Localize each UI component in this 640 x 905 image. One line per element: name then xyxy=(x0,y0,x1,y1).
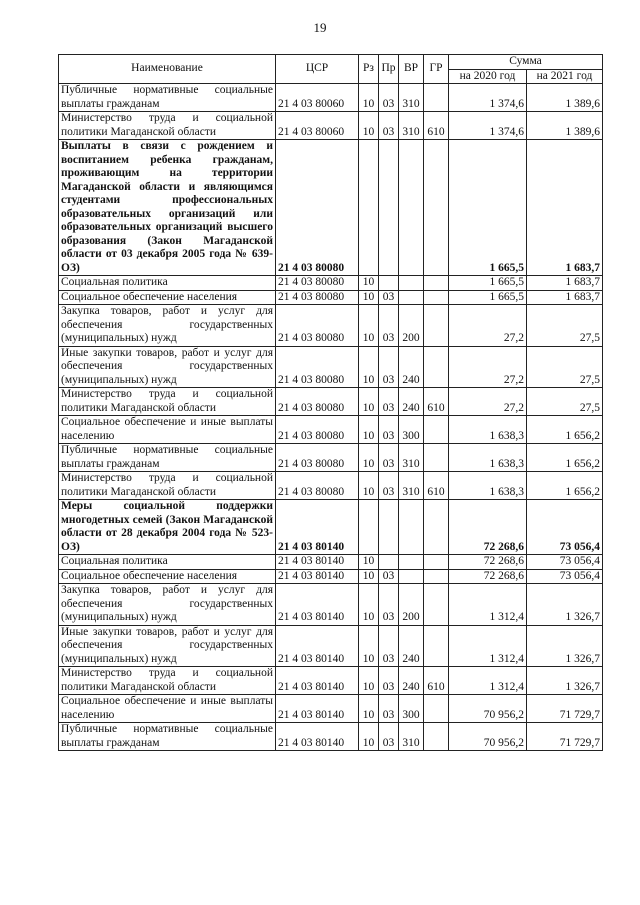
row-sum-2020: 27,2 xyxy=(449,346,527,388)
row-gr xyxy=(424,695,449,723)
row-vr: 310 xyxy=(399,112,424,140)
row-vr: 200 xyxy=(399,584,424,626)
row-pr: 03 xyxy=(379,388,399,416)
row-vr: 310 xyxy=(399,444,424,472)
row-csr: 21 4 03 80080 xyxy=(276,276,359,291)
row-vr xyxy=(399,140,424,276)
row-pr: 03 xyxy=(379,84,399,112)
row-csr: 21 4 03 80140 xyxy=(276,625,359,667)
table-header xyxy=(59,55,603,84)
row-sum-2020: 1 312,4 xyxy=(449,625,527,667)
row-name: Закупка товаров, работ и услуг для обеспечения государственных (муниципальных) нужд xyxy=(59,305,276,347)
row-name: Министерство труда и социальной политики Магаданской области xyxy=(59,667,276,695)
row-csr: 21 4 03 80080 xyxy=(276,444,359,472)
row-sum-2021: 1 656,2 xyxy=(527,416,603,444)
row-name: Выплаты в связи с рождением и воспитанием ребенка гражданам, проживающим на территории Магаданской области и являющимся студентами профессиональных образовательных организаций или образовательных организаций высшего образования (Закон Магаданской области от 03 декабря 2005 года № 639-ОЗ) xyxy=(59,140,276,276)
row-csr: 21 4 03 80060 xyxy=(276,112,359,140)
table-row xyxy=(59,112,603,140)
row-sum-2020: 72 268,6 xyxy=(449,500,527,555)
row-name: Социальное обеспечение населения xyxy=(59,290,276,305)
row-sum-2021: 1 326,7 xyxy=(527,584,603,626)
row-csr: 21 4 03 80080 xyxy=(276,416,359,444)
row-name: Меры социальной поддержки многодетных семей (Закон Магаданской области от 28 декабря 2004 года № 523-ОЗ) xyxy=(59,500,276,555)
row-sum-2020: 1 638,3 xyxy=(449,416,527,444)
table-row xyxy=(59,305,603,347)
row-sum-2020: 27,2 xyxy=(449,388,527,416)
row-vr xyxy=(399,500,424,555)
row-pr: 03 xyxy=(379,305,399,347)
row-sum-2021: 73 056,4 xyxy=(527,569,603,584)
header-year-2020: на 2020 год xyxy=(449,69,527,84)
header-name: Наименование xyxy=(59,55,276,84)
row-csr: 21 4 03 80140 xyxy=(276,500,359,555)
row-name: Иные закупки товаров, работ и услуг для обеспечения государственных (муниципальных) нужд xyxy=(59,625,276,667)
table-row xyxy=(59,346,603,388)
row-csr: 21 4 03 80060 xyxy=(276,84,359,112)
row-sum-2020: 72 268,6 xyxy=(449,569,527,584)
table-row xyxy=(59,140,603,276)
table-row xyxy=(59,569,603,584)
row-pr: 03 xyxy=(379,667,399,695)
row-sum-2020: 1 312,4 xyxy=(449,667,527,695)
row-sum-2021: 1 656,2 xyxy=(527,472,603,500)
row-name: Социальное обеспечение и иные выплаты населению xyxy=(59,416,276,444)
row-rz: 10 xyxy=(359,695,379,723)
row-name: Министерство труда и социальной политики Магаданской области xyxy=(59,388,276,416)
row-csr: 21 4 03 80140 xyxy=(276,723,359,751)
header-rz: Рз xyxy=(359,55,379,84)
row-name: Социальное обеспечение и иные выплаты населению xyxy=(59,695,276,723)
header-pr: Пр xyxy=(379,55,399,84)
row-sum-2020: 70 956,2 xyxy=(449,695,527,723)
table-row xyxy=(59,416,603,444)
budget-table xyxy=(58,54,603,751)
row-rz: 10 xyxy=(359,444,379,472)
table-row xyxy=(59,500,603,555)
row-vr: 310 xyxy=(399,472,424,500)
row-vr xyxy=(399,555,424,570)
row-sum-2021: 1 326,7 xyxy=(527,667,603,695)
row-rz: 10 xyxy=(359,723,379,751)
table-row xyxy=(59,625,603,667)
row-sum-2021: 1 656,2 xyxy=(527,444,603,472)
row-csr: 21 4 03 80080 xyxy=(276,305,359,347)
row-name: Иные закупки товаров, работ и услуг для обеспечения государственных (муниципальных) нужд xyxy=(59,346,276,388)
table-row xyxy=(59,555,603,570)
row-csr: 21 4 03 80080 xyxy=(276,290,359,305)
row-gr: 610 xyxy=(424,667,449,695)
row-name: Социальная политика xyxy=(59,276,276,291)
row-name: Министерство труда и социальной политики Магаданской области xyxy=(59,472,276,500)
row-rz: 10 xyxy=(359,416,379,444)
table-row xyxy=(59,584,603,626)
header-csr: ЦСР xyxy=(276,55,359,84)
row-rz: 10 xyxy=(359,84,379,112)
row-name: Публичные нормативные социальные выплаты гражданам xyxy=(59,723,276,751)
row-sum-2021: 27,5 xyxy=(527,305,603,347)
row-gr: 610 xyxy=(424,112,449,140)
table-body xyxy=(59,84,603,751)
row-sum-2021: 1 389,6 xyxy=(527,84,603,112)
row-rz xyxy=(359,140,379,276)
row-name: Закупка товаров, работ и услуг для обеспечения государственных (муниципальных) нужд xyxy=(59,584,276,626)
row-vr xyxy=(399,276,424,291)
row-sum-2020: 1 374,6 xyxy=(449,84,527,112)
row-rz: 10 xyxy=(359,346,379,388)
table-row xyxy=(59,388,603,416)
row-sum-2020: 1 665,5 xyxy=(449,290,527,305)
row-gr: 610 xyxy=(424,472,449,500)
row-sum-2020: 1 638,3 xyxy=(449,444,527,472)
row-pr: 03 xyxy=(379,416,399,444)
row-sum-2021: 73 056,4 xyxy=(527,555,603,570)
row-gr xyxy=(424,584,449,626)
row-rz: 10 xyxy=(359,290,379,305)
row-sum-2020: 1 312,4 xyxy=(449,584,527,626)
row-rz xyxy=(359,500,379,555)
table-row xyxy=(59,695,603,723)
row-sum-2021: 1 389,6 xyxy=(527,112,603,140)
row-vr: 240 xyxy=(399,388,424,416)
row-name: Публичные нормативные социальные выплаты гражданам xyxy=(59,84,276,112)
header-year-2021: на 2021 год xyxy=(527,69,603,84)
row-pr: 03 xyxy=(379,569,399,584)
row-gr xyxy=(424,569,449,584)
row-rz: 10 xyxy=(359,112,379,140)
row-vr xyxy=(399,569,424,584)
row-pr: 03 xyxy=(379,290,399,305)
row-sum-2021: 73 056,4 xyxy=(527,500,603,555)
table-row xyxy=(59,84,603,112)
row-name: Социальное обеспечение населения xyxy=(59,569,276,584)
row-sum-2020: 70 956,2 xyxy=(449,723,527,751)
row-gr xyxy=(424,140,449,276)
page-number: 19 xyxy=(313,20,327,35)
row-csr: 21 4 03 80080 xyxy=(276,472,359,500)
row-csr: 21 4 03 80140 xyxy=(276,667,359,695)
row-gr xyxy=(424,290,449,305)
row-gr xyxy=(424,625,449,667)
table-row xyxy=(59,290,603,305)
row-sum-2021: 27,5 xyxy=(527,388,603,416)
row-pr: 03 xyxy=(379,346,399,388)
table-row xyxy=(59,444,603,472)
row-sum-2021: 1 683,7 xyxy=(527,276,603,291)
row-pr: 03 xyxy=(379,112,399,140)
table-row xyxy=(59,276,603,291)
row-pr: 03 xyxy=(379,625,399,667)
row-pr xyxy=(379,500,399,555)
row-pr: 03 xyxy=(379,472,399,500)
row-sum-2020: 1 665,5 xyxy=(449,276,527,291)
row-vr: 240 xyxy=(399,667,424,695)
row-sum-2021: 71 729,7 xyxy=(527,695,603,723)
row-sum-2021: 1 683,7 xyxy=(527,140,603,276)
row-name: Социальная политика xyxy=(59,555,276,570)
header-gr: ГР xyxy=(424,55,449,84)
row-gr xyxy=(424,500,449,555)
row-csr: 21 4 03 80140 xyxy=(276,555,359,570)
row-vr: 310 xyxy=(399,84,424,112)
row-rz: 10 xyxy=(359,276,379,291)
row-name: Публичные нормативные социальные выплаты гражданам xyxy=(59,444,276,472)
row-rz: 10 xyxy=(359,584,379,626)
row-name: Министерство труда и социальной политики Магаданской области xyxy=(59,112,276,140)
row-rz: 10 xyxy=(359,667,379,695)
row-vr xyxy=(399,290,424,305)
row-csr: 21 4 03 80140 xyxy=(276,584,359,626)
row-sum-2021: 1 683,7 xyxy=(527,290,603,305)
row-vr: 300 xyxy=(399,416,424,444)
row-vr: 240 xyxy=(399,346,424,388)
row-pr xyxy=(379,140,399,276)
row-pr: 03 xyxy=(379,444,399,472)
row-gr xyxy=(424,555,449,570)
row-vr: 300 xyxy=(399,695,424,723)
row-pr xyxy=(379,276,399,291)
header-vr: ВР xyxy=(399,55,424,84)
row-rz: 10 xyxy=(359,555,379,570)
row-csr: 21 4 03 80080 xyxy=(276,388,359,416)
row-sum-2020: 27,2 xyxy=(449,305,527,347)
row-gr xyxy=(424,305,449,347)
row-pr: 03 xyxy=(379,584,399,626)
row-rz: 10 xyxy=(359,305,379,347)
table-row xyxy=(59,723,603,751)
row-gr xyxy=(424,84,449,112)
header-sum: Сумма xyxy=(449,55,603,70)
table-row xyxy=(59,472,603,500)
row-sum-2020: 1 374,6 xyxy=(449,112,527,140)
row-vr: 200 xyxy=(399,305,424,347)
row-sum-2021: 27,5 xyxy=(527,346,603,388)
row-pr: 03 xyxy=(379,723,399,751)
row-csr: 21 4 03 80140 xyxy=(276,695,359,723)
row-sum-2021: 71 729,7 xyxy=(527,723,603,751)
row-gr xyxy=(424,723,449,751)
row-rz: 10 xyxy=(359,472,379,500)
row-rz: 10 xyxy=(359,388,379,416)
row-csr: 21 4 03 80140 xyxy=(276,569,359,584)
row-pr: 03 xyxy=(379,695,399,723)
row-rz: 10 xyxy=(359,569,379,584)
row-vr: 240 xyxy=(399,625,424,667)
row-gr xyxy=(424,416,449,444)
row-vr: 310 xyxy=(399,723,424,751)
row-gr xyxy=(424,444,449,472)
row-rz: 10 xyxy=(359,625,379,667)
row-sum-2020: 1 638,3 xyxy=(449,472,527,500)
row-sum-2020: 1 665,5 xyxy=(449,140,527,276)
row-gr xyxy=(424,276,449,291)
row-gr: 610 xyxy=(424,388,449,416)
row-gr xyxy=(424,346,449,388)
row-sum-2021: 1 326,7 xyxy=(527,625,603,667)
row-csr: 21 4 03 80080 xyxy=(276,346,359,388)
row-csr: 21 4 03 80080 xyxy=(276,140,359,276)
row-pr xyxy=(379,555,399,570)
table-row xyxy=(59,667,603,695)
row-sum-2020: 72 268,6 xyxy=(449,555,527,570)
